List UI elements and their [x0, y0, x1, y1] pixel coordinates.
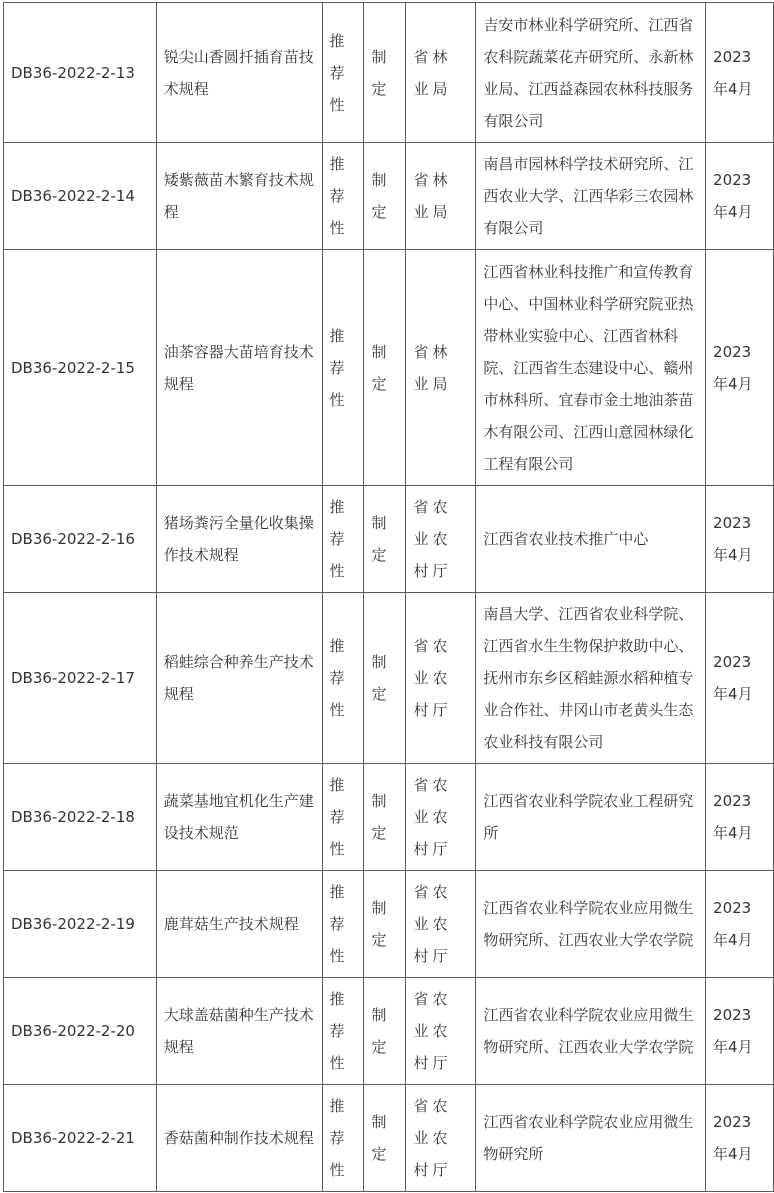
standard-name: 鹿茸菇生产技术规程 — [156, 871, 322, 978]
standard-type: 推荐性 — [322, 486, 364, 593]
table-row — [4, 486, 774, 593]
standards-table — [3, 2, 774, 1192]
drafting-org: 江西省农业科学院农业工程研究所 — [476, 764, 706, 871]
completion-date: 2023年4月 — [706, 143, 774, 250]
standard-type: 推荐性 — [322, 764, 364, 871]
standard-code: DB36-2022-2-20 — [4, 978, 157, 1085]
drafting-org: 江西省农业科学院农业应用微生物研究所、江西农业大学农学院 — [476, 871, 706, 978]
table-row — [4, 250, 774, 486]
completion-date: 2023年4月 — [706, 250, 774, 486]
table-row — [4, 978, 774, 1085]
standard-kind: 制定 — [364, 978, 406, 1085]
drafting-org: 南昌大学、江西省农业科学院、江西省水生生物保护救助中心、抚州市东乡区稻蛙源水稻种植专业合作社、井冈山市老黄头生态农业科技有限公司 — [476, 593, 706, 764]
standard-code: DB36-2022-2-17 — [4, 593, 157, 764]
table-row — [4, 764, 774, 871]
standard-type: 推荐性 — [322, 978, 364, 1085]
standard-code: DB36-2022-2-14 — [4, 143, 157, 250]
drafting-org: 江西省农业科学院农业应用微生物研究所、江西农业大学农学院 — [476, 978, 706, 1085]
table-row — [4, 871, 774, 978]
responsible-dept: 省农业农村厅 — [406, 764, 476, 871]
standard-type: 推荐性 — [322, 250, 364, 486]
completion-date: 2023年4月 — [706, 764, 774, 871]
responsible-dept: 省农业农村厅 — [406, 978, 476, 1085]
completion-date: 2023年4月 — [706, 978, 774, 1085]
standard-code: DB36-2022-2-18 — [4, 764, 157, 871]
completion-date: 2023年4月 — [706, 486, 774, 593]
drafting-org: 江西省农业技术推广中心 — [476, 486, 706, 593]
standard-type: 推荐性 — [322, 143, 364, 250]
standard-code: DB36-2022-2-21 — [4, 1085, 157, 1192]
standard-kind: 制定 — [364, 143, 406, 250]
standard-code: DB36-2022-2-13 — [4, 3, 157, 143]
standard-type: 推荐性 — [322, 1085, 364, 1192]
standard-name: 猪场粪污全量化收集操作技术规程 — [156, 486, 322, 593]
table-row — [4, 3, 774, 143]
standard-name: 锐尖山香圆扦插育苗技术规程 — [156, 3, 322, 143]
standard-name: 油茶容器大苗培育技术规程 — [156, 250, 322, 486]
drafting-org: 江西省农业科学院农业应用微生物研究所 — [476, 1085, 706, 1192]
drafting-org: 吉安市林业科学研究所、江西省农科院蔬菜花卉研究所、永新林业局、江西益森园农林科技服务有限公司 — [476, 3, 706, 143]
drafting-org: 南昌市园林科学技术研究所、江西农业大学、江西华彩三农园林有限公司 — [476, 143, 706, 250]
standard-kind: 制定 — [364, 1085, 406, 1192]
standard-kind: 制定 — [364, 250, 406, 486]
standard-kind: 制定 — [364, 764, 406, 871]
standard-code: DB36-2022-2-19 — [4, 871, 157, 978]
standard-type: 推荐性 — [322, 871, 364, 978]
standard-kind: 制定 — [364, 871, 406, 978]
standard-kind: 制定 — [364, 486, 406, 593]
responsible-dept: 省林业局 — [406, 3, 476, 143]
responsible-dept: 省农业农村厅 — [406, 486, 476, 593]
responsible-dept: 省农业农村厅 — [406, 1085, 476, 1192]
standard-name: 大球盖菇菌种生产技术规程 — [156, 978, 322, 1085]
standard-name: 蔬菜基地宜机化生产建设技术规范 — [156, 764, 322, 871]
completion-date: 2023年4月 — [706, 1085, 774, 1192]
completion-date: 2023年4月 — [706, 3, 774, 143]
standard-type: 推荐性 — [322, 3, 364, 143]
table-row — [4, 1085, 774, 1192]
table-row — [4, 593, 774, 764]
responsible-dept: 省农业农村厅 — [406, 871, 476, 978]
completion-date: 2023年4月 — [706, 871, 774, 978]
standard-kind: 制定 — [364, 3, 406, 143]
responsible-dept: 省林业局 — [406, 250, 476, 486]
responsible-dept: 省农业农村厅 — [406, 593, 476, 764]
table-row — [4, 143, 774, 250]
standard-name: 香菇菌种制作技术规程 — [156, 1085, 322, 1192]
drafting-org: 江西省林业科技推广和宣传教育中心、中国林业科学研究院亚热带林业实验中心、江西省林科院、江西省生态建设中心、赣州市林科所、宜春市金土地油茶苗木有限公司、江西山意园林绿化工程有限公司 — [476, 250, 706, 486]
standard-name: 稻蛙综合种养生产技术规程 — [156, 593, 322, 764]
responsible-dept: 省林业局 — [406, 143, 476, 250]
standard-code: DB36-2022-2-15 — [4, 250, 157, 486]
standard-code: DB36-2022-2-16 — [4, 486, 157, 593]
standard-name: 矮紫薇苗木繁育技术规程 — [156, 143, 322, 250]
completion-date: 2023年4月 — [706, 593, 774, 764]
standard-kind: 制定 — [364, 593, 406, 764]
standard-type: 推荐性 — [322, 593, 364, 764]
